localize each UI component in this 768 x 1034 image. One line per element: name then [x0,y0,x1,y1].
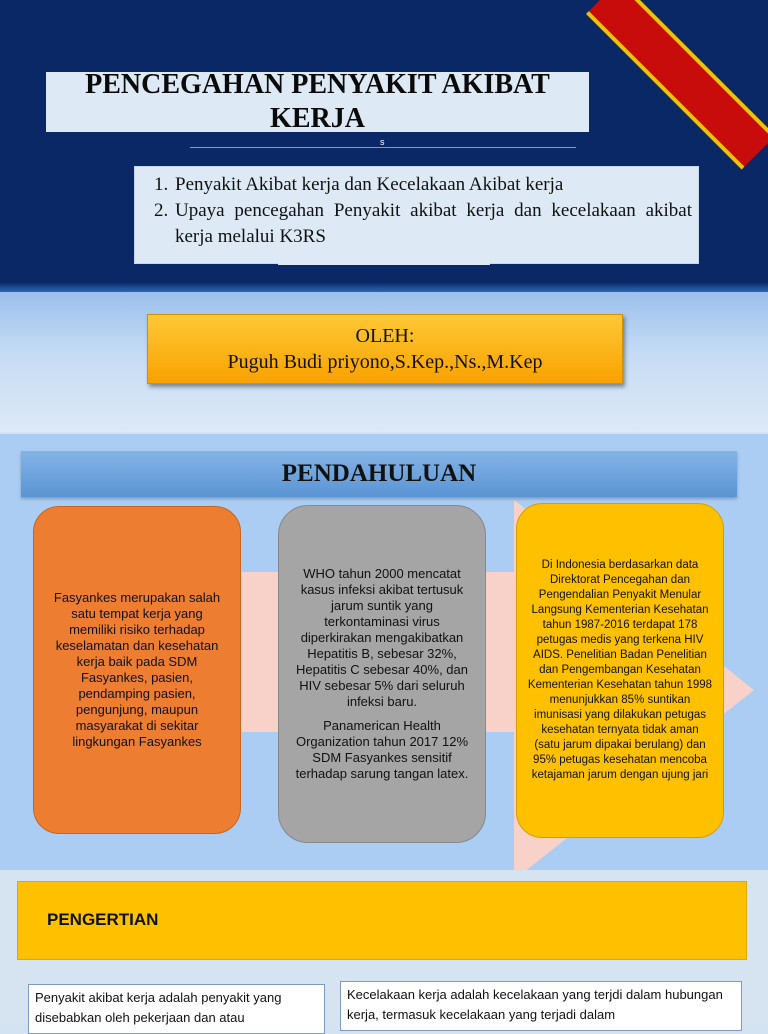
author-name: Puguh Budi priyono,S.Kep.,Ns.,M.Kep [227,351,543,373]
slide-divider [0,282,768,292]
topics-box [134,166,699,264]
by-label: OLEH: [355,325,415,347]
topic-item: 2. Upaya pencegahan Penyakit akibat kerja dan kecelakaan akibat kerja melalui K3RS [173,198,692,250]
card-text: WHO tahun 2000 mencatat kasus infeksi akibat tertusuk jarum suntik yang terkontaminasi virus diperkirakan mengakibatkan Hepatitis B, sebesar 32%, Hepatitis C sebesar 40%, dan HIV sebesar 5% dari seluruh infeksi baru. [296,566,468,709]
section-heading-pendahuluan: PENDAHULUAN [21,451,737,497]
definition-kecelakaan: Kecelakaan kerja adalah kecelakaan yang terjdi dalam hubungan kerja, termasuk kecelakaan yang terjadi dalam [340,981,742,1031]
definition-penyakit: Penyakit akibat kerja adalah penyakit yang disebabkan oleh pekerjaan dan atau [28,984,325,1034]
section-heading-pengertian: PENGERTIAN [47,910,159,929]
author-box [147,314,623,384]
topics-underline [278,263,490,265]
card-who [278,505,486,843]
card-text: Fasyankes merupakan salah satu tempat kerja yang memiliki risiko terhadap keselamatan dan kesehatan kerja baik pada SDM Fasyankes, pasien, pendamping pasien, pengunjung, maupun masyarakat di sekitar lingkungan Fasyankes [53,590,221,749]
page-title: PENCEGAHAN PENYAKIT AKIBAT KERJA [85,69,550,134]
card-text: Di Indonesia berdasarkan data Direktorat Pencegahan dan Pengendalian Penyakit Menular Langsung Kementerian Kesehatan tahun 1987-2016 terdapat 178 petugas medis yang terkena HIV AIDS. Penelitian Badan Penelitian dan Pengembangan Kesehatan Kementerian Kesehatan tahun 1998 menunjukkan 85% suntikan imunisasi yang dilakukan petugas kesehatan ternyata tidak aman (satu jarum dipakai berulang) dan 95% petugas kesehatan mencoba ketajaman jarum dengan ujung jari [527,559,713,781]
card-indonesia [516,503,724,838]
card-fasyankes [33,506,241,834]
topics-list [135,167,698,250]
title-underline [190,147,576,148]
corner-ribbon [586,0,768,170]
title-mark: s [380,137,385,147]
card-text: Panamerican Health Organization tahun 2017 12% SDM Fasyankes sensitif terhadap sarung tangan latex. [295,718,469,781]
topic-item: 1. Penyakit Akibat kerja dan Kecelakaan Akibat kerja [173,172,692,198]
